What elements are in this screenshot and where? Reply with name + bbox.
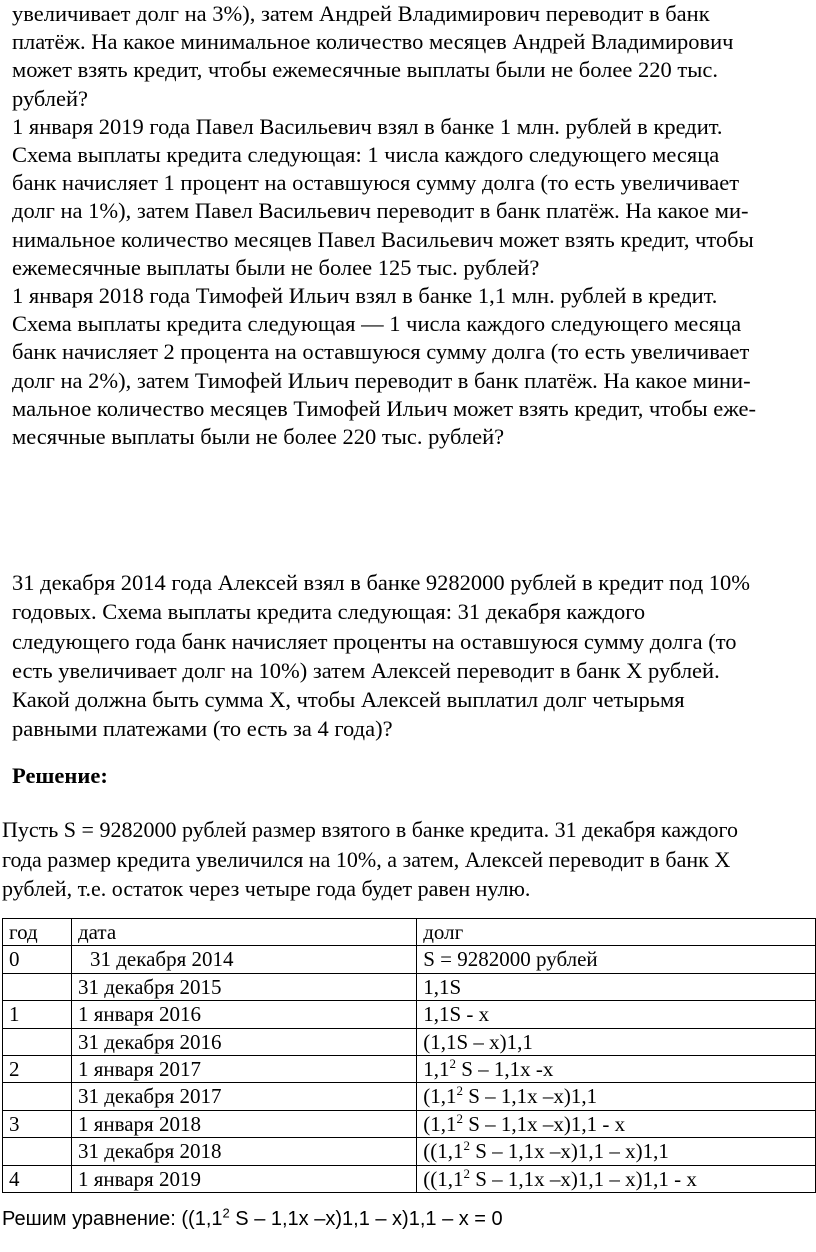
cell-year: 0 — [3, 946, 72, 973]
text-line: Какой должна быть сумма X, чтобы Алексей выплатил долг четырьмя — [12, 687, 685, 713]
header-debt: долг — [417, 919, 816, 946]
table-row — [3, 946, 816, 973]
cell-date: 1 января 2019 — [71, 1165, 416, 1192]
text-line: есть увеличивает долг на 10%) затем Алексей переводит в банк X рублей. — [12, 657, 720, 683]
problem-1-text — [12, 0, 812, 451]
text-line: Схема выплаты кредита следующая — 1 числа каждого следующего месяца — [12, 311, 742, 337]
cell-date: 31 декабря 2015 — [71, 973, 416, 1000]
cell-debt: 1,1S — [417, 973, 816, 1000]
cell-year: 2 — [3, 1056, 72, 1083]
table-row — [3, 1083, 816, 1110]
text-line: равными платежами (то есть за 4 года)? — [12, 716, 393, 742]
text-line: рублей, т.е. остаток через четыре года будет равен нулю. — [2, 876, 531, 901]
debt-table — [2, 918, 816, 1193]
cell-debt: (($1,1^2$ S – 1,1x –x)1,1 – x)1,1 - x — [417, 1165, 816, 1192]
cell-year — [3, 1028, 72, 1055]
text-line: 31 декабря 2014 года Алексей взял в банке 9282000 рублей в кредит под 10% — [12, 570, 751, 595]
cell-date: 31 декабря 2018 — [71, 1138, 416, 1165]
text-line: может взять кредит, чтобы ежемесячные выплаты были не более 220 тыс. — [12, 57, 718, 83]
text-line: увеличивает долг на 3%), затем Андрей Владимирович переводит в банк — [12, 1, 710, 26]
text-line: Схема выплаты кредита следующая: 1 числа каждого следующего месяца — [12, 142, 720, 168]
equation-line: Решим уравнение: (($1,1^2$ S – 1,1x –x)1,1 – x)1,1 – x = 0 — [2, 1205, 503, 1230]
table-row — [3, 1110, 816, 1137]
cell-debt: ($1,1^2$ S – 1,1x –x)1,1 - x — [417, 1110, 816, 1137]
cell-year: 3 — [3, 1110, 72, 1137]
table-row — [3, 1028, 816, 1055]
problem-4-text — [12, 568, 812, 744]
cell-date: 1 января 2016 — [71, 1001, 416, 1028]
text-line: года размер кредита увеличился на 10%, а затем, Алексей переводит в банк X — [2, 846, 731, 872]
cell-debt: S = 9282000 рублей — [417, 946, 816, 973]
cell-year: 1 — [3, 1001, 72, 1028]
table-row — [3, 1165, 816, 1192]
cell-debt: ($1,1^2$ S – 1,1x –x)1,1 — [417, 1083, 816, 1110]
header-date: дата — [71, 919, 416, 946]
text-line: нимальное количество месяцев Павел Васильевич может взять кредит, чтобы — [12, 226, 754, 252]
solution-intro — [2, 815, 812, 904]
text-line: месячные выплаты были не более 220 тыс. рублей? — [12, 424, 505, 450]
text-line: платёж. На какое минимальное количество месяцев Андрей Владимирович — [12, 29, 734, 55]
solution-heading: Решение: — [12, 763, 108, 788]
cell-debt: (($1,1^2$ S – 1,1x –x)1,1 – x)1,1 — [417, 1138, 816, 1165]
text-line: Пусть S = 9282000 рублей размер взятого в банке кредита. 31 декабря каждого — [2, 817, 739, 842]
text-line: ежемесячные выплаты были не более 125 тыс. рублей? — [12, 254, 540, 280]
cell-date: 31 декабря 2016 — [71, 1028, 416, 1055]
text-line: банк начисляет 1 процент на оставшуюся сумму долга (то есть увеличивает — [12, 170, 740, 196]
text-line: 1 января 2019 года Павел Васильевич взял в банке 1 млн. рублей в кредит. — [12, 113, 723, 139]
text-line: долг на 2%), затем Тимофей Ильич переводит в банк платёж. На какое мини- — [12, 367, 751, 393]
table-row — [3, 1138, 816, 1165]
cell-year — [3, 973, 72, 1000]
cell-date: 1 января 2017 — [71, 1056, 416, 1083]
cell-date: 31 декабря 2017 — [71, 1083, 416, 1110]
table-row — [3, 1001, 816, 1028]
cell-year: 4 — [3, 1165, 72, 1192]
table-row — [3, 973, 816, 1000]
cell-debt: $1,1^2$ S – 1,1x -x — [417, 1056, 816, 1083]
text-line: банк начисляет 2 процента на оставшуюся сумму долга (то есть увеличивает — [12, 339, 750, 365]
cell-date: 31 декабря 2014 — [71, 946, 416, 973]
text-line: годовых. Схема выплаты кредита следующая: 31 декабря каждого — [12, 599, 646, 625]
text-line: рублей? — [12, 85, 89, 111]
cell-debt: (1,1S – x)1,1 — [417, 1028, 816, 1055]
cell-year — [3, 1138, 72, 1165]
text-line: долг на 1%), затем Павел Васильевич переводит в банк платёж. На какое ми- — [12, 198, 749, 224]
cell-debt: 1,1S - x — [417, 1001, 816, 1028]
cell-year — [3, 1083, 72, 1110]
text-line: 1 января 2018 года Тимофей Ильич взял в банке 1,1 млн. рублей в кредит. — [12, 283, 718, 309]
header-year: год — [3, 919, 72, 946]
table-header-row — [3, 919, 816, 946]
text-line: следующего года банк начисляет проценты на оставшуюся сумму долга (то — [12, 628, 737, 654]
table-row — [3, 1056, 816, 1083]
text-line: мальное количество месяцев Тимофей Ильич может взять кредит, чтобы еже- — [12, 395, 756, 421]
cell-date: 1 января 2018 — [71, 1110, 416, 1137]
